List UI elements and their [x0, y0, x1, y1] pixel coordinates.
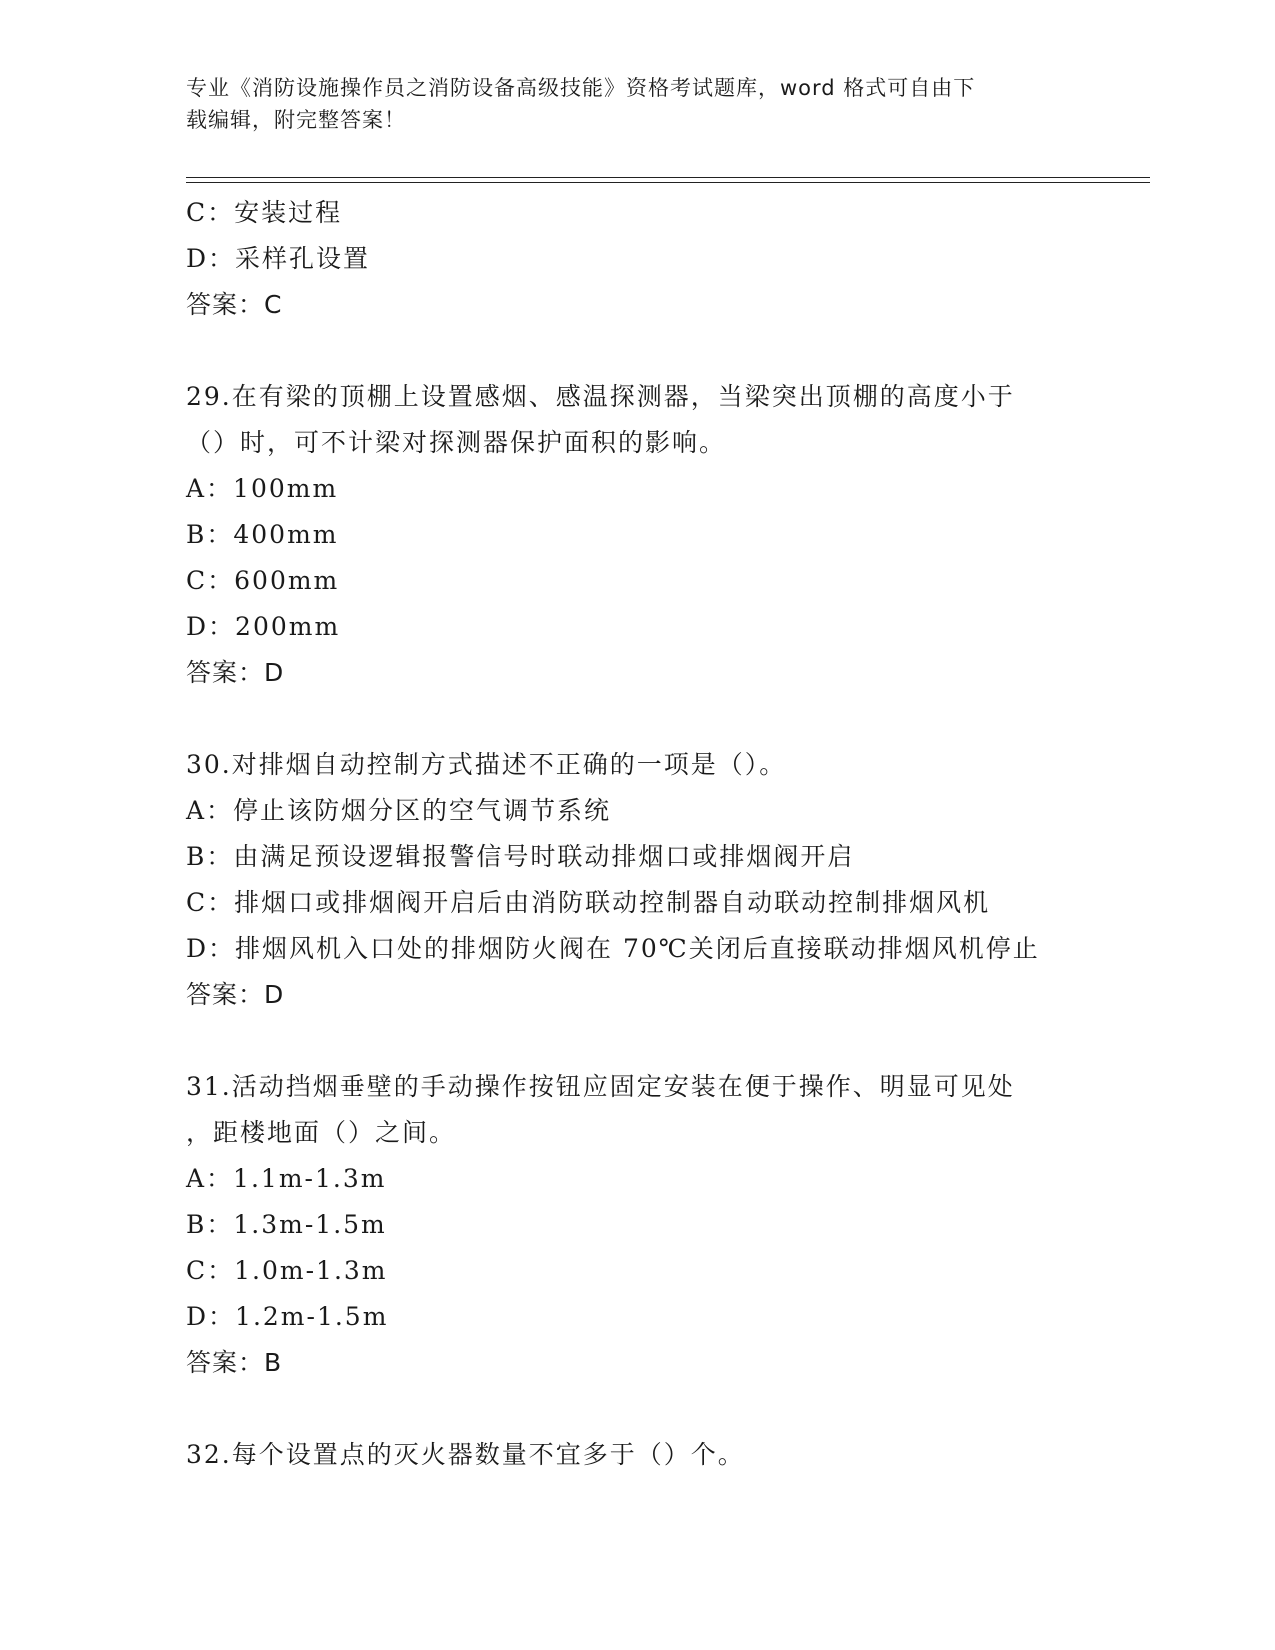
option-c: C：600mm	[186, 566, 340, 595]
answer-line: 答案：D	[186, 658, 285, 687]
question-stem: 32.每个设置点的灭火器数量不宜多于（）个。	[186, 1440, 745, 1469]
answer-line: 答案：B	[186, 1348, 283, 1377]
document-header	[186, 72, 1086, 136]
option-a: A：停止该防烟分区的空气调节系统	[186, 796, 612, 825]
question-stem: 29.在有梁的顶棚上设置感烟、感温探测器，当梁突出顶棚的高度小于	[186, 382, 1015, 411]
question-32	[186, 1432, 1086, 1478]
option-d: D：200mm	[186, 612, 341, 641]
option-c: C：排烟口或排烟阀开启后由消防联动控制器自动联动控制排烟风机	[186, 888, 991, 917]
option-b: B：由满足预设逻辑报警信号时联动排烟口或排烟阀开启	[186, 842, 855, 871]
question-stem-continued: ，距楼地面（）之间。	[186, 1118, 457, 1147]
answer-line: 答案：D	[186, 980, 285, 1009]
option-b: B：1.3m-1.5m	[186, 1210, 387, 1239]
question-31	[186, 1064, 1086, 1386]
question-28	[186, 190, 1086, 328]
option-d: D：采样孔设置	[186, 244, 371, 273]
header-rule-bottom	[186, 182, 1150, 183]
option-d: D：排烟风机入口处的排烟防火阀在 70℃关闭后直接联动排烟风机停止	[186, 934, 1040, 963]
question-list	[186, 190, 1086, 1478]
option-d: D：1.2m-1.5m	[186, 1302, 389, 1331]
spacer	[186, 328, 1086, 374]
spacer	[186, 696, 1086, 742]
option-c: C：安装过程	[186, 198, 343, 227]
question-29	[186, 374, 1086, 696]
option-b: B：400mm	[186, 520, 339, 549]
question-30	[186, 742, 1086, 1018]
option-c: C：1.0m-1.3m	[186, 1256, 388, 1285]
question-stem-continued: （）时，可不计梁对探测器保护面积的影响。	[186, 428, 727, 457]
spacer	[186, 1018, 1086, 1064]
answer-line: 答案：C	[186, 290, 283, 319]
option-a: A：100mm	[186, 474, 339, 503]
question-stem: 31.活动挡烟垂壁的手动操作按钮应固定安装在便于操作、明显可见处	[186, 1072, 1015, 1101]
option-a: A：1.1m-1.3m	[186, 1164, 387, 1193]
header-line-1: 专业《消防设施操作员之消防设备高级技能》资格考试题库，word 格式可自由下	[186, 76, 976, 100]
header-line-2: 载编辑，附完整答案！	[186, 108, 406, 132]
question-stem: 30.对排烟自动控制方式描述不正确的一项是（）。	[186, 750, 787, 779]
header-rule-top	[186, 177, 1150, 178]
spacer	[186, 1386, 1086, 1432]
